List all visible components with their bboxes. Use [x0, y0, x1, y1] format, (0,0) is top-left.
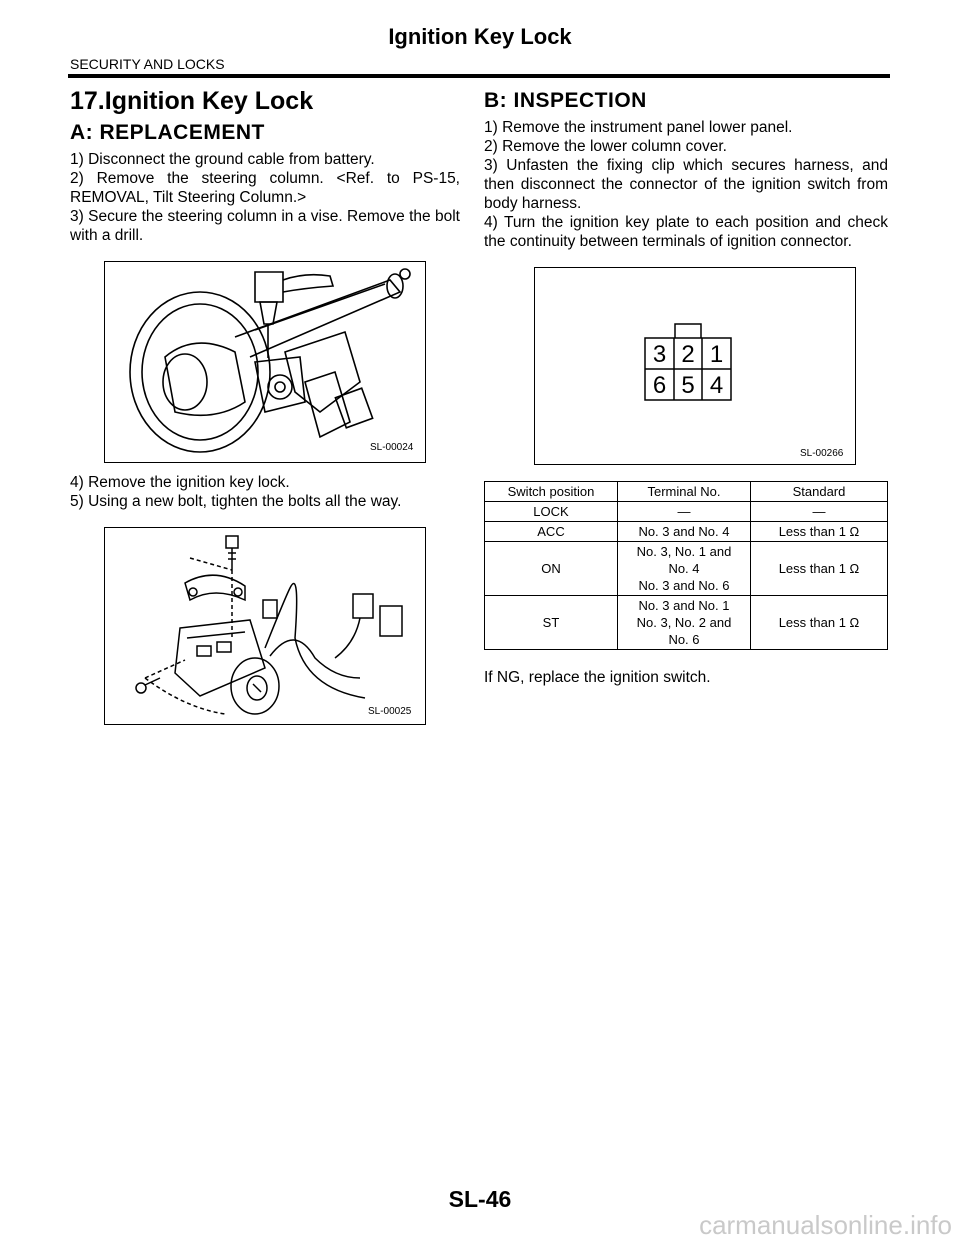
table-row	[485, 596, 888, 650]
col-header-terminal: Terminal No.	[617, 482, 750, 502]
step-4: 4) Remove the ignition key lock.	[70, 474, 290, 491]
step-3: 3) Secure the steering column in a vise. Remove the bolt with a drill.	[70, 208, 460, 244]
terminal-cell: No. 3 and No. 4	[617, 522, 750, 542]
step-1: 1) Disconnect the ground cable from battery.	[70, 151, 375, 168]
table-row	[485, 542, 888, 596]
continuity-table	[484, 481, 888, 650]
steering-column-illustration	[105, 262, 425, 462]
table-row	[485, 522, 888, 542]
switch-position-cell: LOCK	[485, 502, 618, 522]
page-number: SL-46	[448, 1186, 512, 1212]
inspect-step-1: 1) Remove the instrument panel lower panel.	[484, 119, 793, 136]
figure-steering-column-drill	[104, 261, 426, 463]
steering-wheel-outer	[130, 292, 270, 452]
page-title: Ignition Key Lock	[388, 24, 572, 49]
left-column	[70, 86, 460, 725]
step-5: 5) Using a new bolt, tighten the bolts all the way.	[70, 493, 402, 510]
section-name: SECURITY AND LOCKS	[70, 56, 225, 72]
replacement-heading: A: REPLACEMENT	[70, 121, 265, 144]
pin-3-label: 3	[652, 341, 667, 368]
figure-1-id: SL-00024	[370, 442, 414, 453]
col-header-switch: Switch position	[485, 482, 618, 502]
terminal-cell: —	[617, 502, 750, 522]
terminal-cell: No. 3, No. 1 and No. 4 No. 3 and No. 6	[617, 542, 750, 596]
pin-2-label: 2	[681, 341, 695, 368]
ng-note: If NG, replace the ignition switch.	[484, 669, 711, 686]
figure-connector-pinout	[534, 267, 856, 465]
inspection-heading: B: INSPECTION	[484, 89, 647, 112]
pin-4-label: 4	[709, 372, 724, 399]
pin-6-label: 6	[652, 372, 667, 399]
standard-cell: —	[750, 502, 887, 522]
header-divider	[68, 74, 890, 78]
inspect-step-2: 2) Remove the lower column cover.	[484, 138, 727, 155]
inspect-step-4: 4) Turn the ignition key plate to each position and check the continuity between terminals of ignition connector.	[484, 214, 888, 250]
switch-position-cell: ACC	[485, 522, 618, 542]
right-column	[484, 86, 888, 687]
inspect-step-3: 3) Unfasten the fixing clip which secures harness, and then disconnect the connector of the ignition switch from body harness.	[484, 157, 888, 212]
figure-key-lock-exploded	[104, 527, 426, 725]
pin-5-label: 5	[681, 372, 695, 399]
terminal-cell: No. 3 and No. 1 No. 3, No. 2 and No. 6	[617, 596, 750, 650]
watermark: carmanualsonline.info	[699, 1210, 952, 1240]
switch-position-cell: ST	[485, 596, 618, 650]
col-header-standard: Standard	[750, 482, 887, 502]
figure-2-id: SL-00025	[368, 706, 412, 717]
standard-cell: Less than 1 Ω	[750, 596, 887, 650]
standard-cell: Less than 1 Ω	[750, 542, 887, 596]
figure-3-id: SL-00266	[800, 448, 844, 459]
table-row	[485, 502, 888, 522]
standard-cell: Less than 1 Ω	[750, 522, 887, 542]
step-2: 2) Remove the steering column. <Ref. to PS-15, REMOVAL, Tilt Steering Column.>	[70, 170, 460, 206]
table-header-row	[485, 482, 888, 502]
chapter-heading: 17.Ignition Key Lock	[70, 87, 314, 115]
pin-1-label: 1	[709, 341, 724, 368]
switch-position-cell: ON	[485, 542, 618, 596]
connector-pinout-diagram	[535, 268, 855, 464]
key-lock-exploded-illustration	[105, 528, 425, 724]
